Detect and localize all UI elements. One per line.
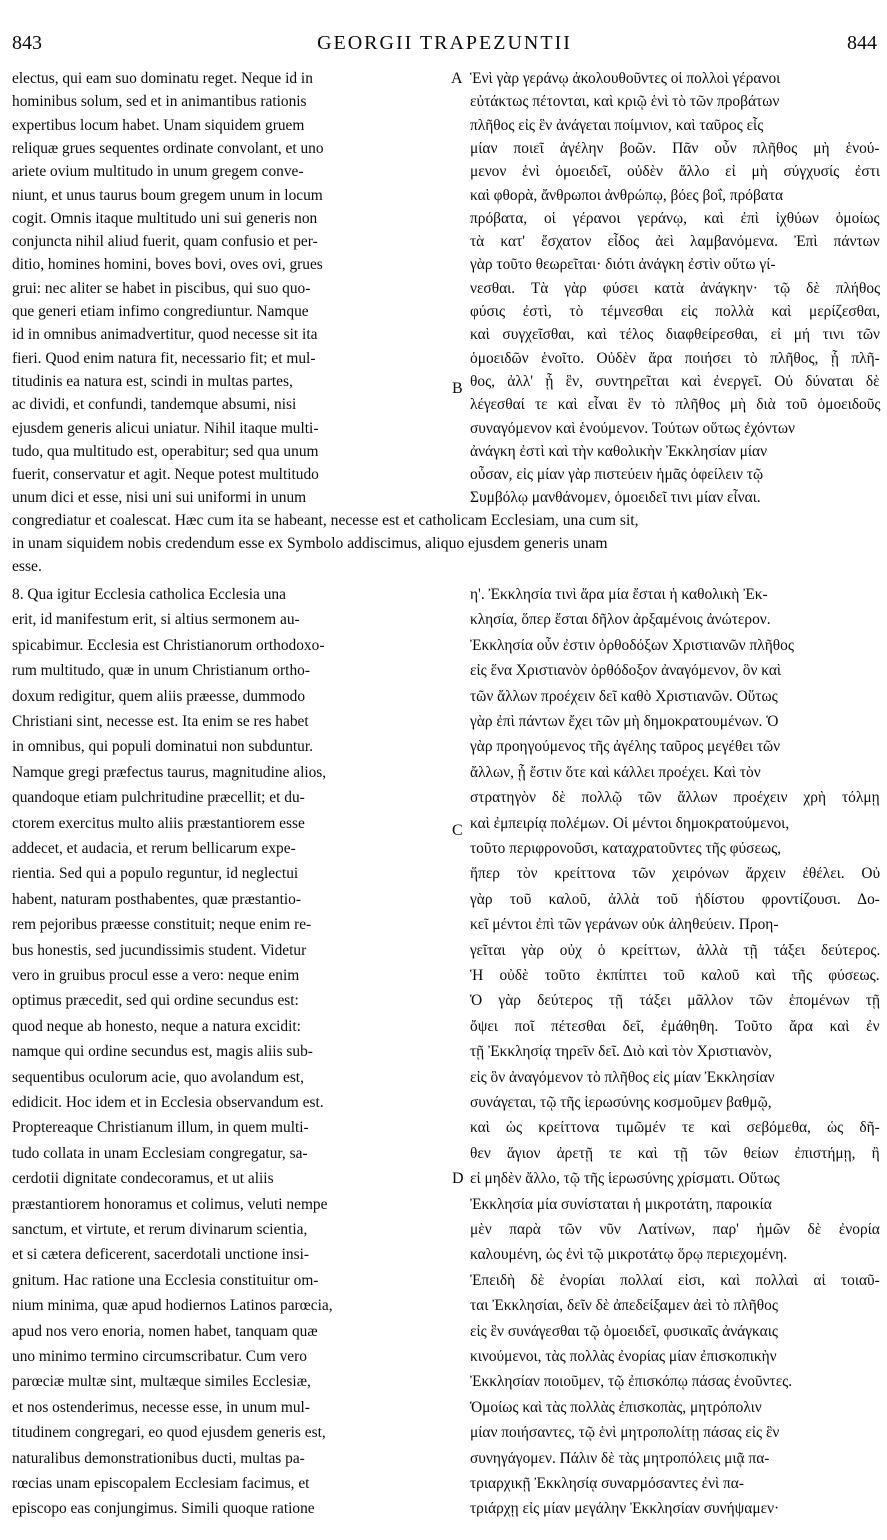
text-line: Ἡ οὐδὲ τοῦτο ἐκπίπτει τοῦ καλοῦ καὶ τῆς φύσεως. bbox=[470, 967, 880, 984]
text-line: ariete ovium multitudo in unum gregem conve- bbox=[12, 163, 304, 181]
text-line: ἀνάγκη ἐστὶ καὶ τὴν καθολικὴν Ἐκκλησίαν μίαν bbox=[470, 442, 768, 460]
text-line: gnitum. Hac ratione una Ecclesia constituitur om- bbox=[12, 1271, 319, 1289]
margin-letter-a: A bbox=[451, 70, 463, 87]
text-line: νεσθαι. Τὰ γὰρ φύσει κατὰ ἀνάγκην· τῷ δὲ πλήθος bbox=[470, 279, 881, 297]
text-line: καὶ ὡς κρείττονα τιμῶμέν τε καὶ σεβόμεθα, ὡς δῆ- bbox=[470, 1119, 880, 1137]
text-line: στρατηγὸν δὲ πολλῷ τῶν ἄλλων προέχειν χρὴ τόλμῃ bbox=[470, 789, 880, 807]
text-line: et si cætera deficerent, sacerdotali unctione insi- bbox=[12, 1246, 309, 1264]
running-title: GEORGII TRAPEZUNTII bbox=[317, 32, 572, 54]
text-line: fieri. Quod enim natura fit, necessario fit; et mul- bbox=[12, 349, 316, 367]
text-line: εἰς ἕνα Χριστιανὸν ὀρθόδοξον ἀναγόμενον, ὃν καὶ bbox=[470, 662, 782, 680]
text-line: μενον ἑνὶ ὁμοειδεῖ, οὐδὲν ἄλλο εἰ μὴ σύγχυσίς ἐστι bbox=[470, 163, 881, 181]
text-line: naturalibus demonstrationibus ducti, multas pa- bbox=[12, 1449, 305, 1467]
text-line: Christiani sint, necesse est. Ita enim se res habet bbox=[12, 713, 309, 730]
text-line: τὰ κατ' ἔσχατον εἶδος ἀεὶ λαμβανόμενα. Ἐπὶ πάντων bbox=[470, 233, 880, 251]
text-line: κεῖ μέντοι ἐπὶ τῶν γεράνων οὐκ ἀληθεύειν. Προη- bbox=[470, 916, 779, 934]
text-line: Ἑνὶ γὰρ γεράνῳ ἀκολουθοῦντες οἱ πολλοὶ γέρανοι bbox=[470, 70, 781, 87]
text-line: συνηγάγομεν. Πάλιν δὲ τὰς μητροπόλεις μιᾷ πα- bbox=[470, 1449, 770, 1467]
text-line: addecet, et audacia, et rerum bellicarum expe- bbox=[12, 840, 296, 857]
text-line: grui: nec aliter se habet in piscibus, qui suo quo- bbox=[12, 279, 311, 297]
text-line: spicabimur. Ecclesia est Christianorum orthodoxo- bbox=[12, 636, 325, 654]
text-line: episcopo eas conjungimus. Simili quoque ratione bbox=[12, 1500, 315, 1518]
text-line: τριάρχῃ εἰς μίαν μεγάλην Ἐκκλησίαν συνήψαμεν· bbox=[470, 1500, 780, 1518]
margin-letter-d: D bbox=[452, 1170, 464, 1187]
text-line: γὰρ τοῦτο θεωρεῖται· διότι ἀνάγκη ἐστὶν οὕτω γί- bbox=[470, 256, 776, 274]
text-line: γὰρ ἐπὶ πάντων ἔχει τῶν μὴ δημοκρατουμένων. Ὁ bbox=[470, 713, 779, 730]
text-line: expertibus locum habet. Unam siquidem gruem bbox=[12, 116, 305, 134]
text-line: τῶν ἄλλων προέχειν δεῖ καθὸ Χριστιανῶν. Οὕτως bbox=[470, 687, 778, 705]
margin-letter-b: B bbox=[452, 380, 463, 397]
text-line: καὶ συγχεῖσθαι, καὶ τέλος διαφθείρεσθαι, εἰ μή τινι τῶν bbox=[470, 326, 880, 344]
text-line: συνάγεται, τῷ τῆς ἱερωσύνης κοσμοῦμεν βαθμῷ, bbox=[470, 1094, 772, 1111]
text-line: vero in gruibus procul esse a vero: neque enim bbox=[12, 967, 300, 984]
text-line: καλουμένη, ὡς ἑνὶ τῷ μικροτάτῳ ὅρῳ περιεχομένη. bbox=[470, 1246, 788, 1264]
text-line: Ὁμοίως καὶ τὰς πολλὰς ἐπισκοπὰς, μητρόπολιν bbox=[470, 1398, 762, 1416]
text-line: τριαρχικῇ Ἐκκλησίᾳ συναρμόσαντες ἐνὶ πα- bbox=[470, 1475, 744, 1492]
text-line: η'. Ἐκκλησία τινὶ ἄρα μία ἔσται ἡ καθολικὴ Ἐκ- bbox=[470, 586, 768, 603]
page-number-right: 844 bbox=[847, 32, 877, 54]
text-line: quod neque ab honesto, neque a natura excidit: bbox=[12, 1017, 301, 1035]
text-line: tudo collata in unam Ecclesiam congregatur, sa- bbox=[12, 1144, 308, 1162]
text-line: habent, naturam posthabentes, quæ præstantio- bbox=[12, 890, 301, 908]
text-line: rum multitudo, quæ in unum Christianum ortho- bbox=[12, 662, 310, 680]
text-line: rem pejoribus præesse constituit; neque enim re- bbox=[12, 916, 312, 934]
text-line: unum dici et esse, nisi uni sui uniformi in unum bbox=[12, 489, 307, 507]
text-line: καὶ ἐμπειρίᾳ πολέμων. Οἱ μέντοι δημοκρατούμενοι, bbox=[470, 814, 790, 832]
text-line: nium minima, quæ apud hodiernos Latinos parœcia, bbox=[12, 1297, 333, 1315]
text-line: Namque gregi præfectus taurus, magnitudine alios, bbox=[12, 763, 327, 781]
text-line: esse. bbox=[12, 558, 42, 575]
text-line: Ἐπειδὴ δὲ ἐνορίαι πολλαί εἰσι, καὶ πολλαὶ αἱ τοιαῦ- bbox=[470, 1271, 880, 1289]
text-line: τῇ Ἐκκλησίᾳ τηρεῖν δεῖ. Διὸ καὶ τὸν Χριστιανὸν, bbox=[470, 1043, 772, 1061]
greek-column-top bbox=[470, 70, 880, 520]
full-width-paragraph bbox=[12, 512, 878, 582]
text-line: καὶ φθορὰ, ἄνθρωποι ἀνθρώπῳ, βόες βοΐ, πρόβατα bbox=[470, 186, 784, 204]
text-line: ὁμοειδῶν ἑνοῖτο. Οὐδὲν ἄρα ποιήσει τὸ πλῆθος, ᾗ πλῆ- bbox=[470, 349, 880, 367]
text-line: erit, id manifestum erit, si altius sermonem au- bbox=[12, 611, 300, 629]
text-line: niunt, et unus taurus boum gregem unum in locum bbox=[12, 186, 323, 204]
text-line: εἰ μηδὲν ἄλλο, τῷ τῆς ἱερωσύνης χρίσματι. Οὕτως bbox=[470, 1170, 780, 1188]
text-line: apud nos vero enoria, nomen habet, tanquam quæ bbox=[12, 1322, 318, 1340]
text-line: ctorem exercitus multo aliis præstantiorem esse bbox=[12, 814, 305, 832]
text-line: ται Ἐκκλησίαι, δεῖν δὲ ἀπεδείξαμεν ἀεὶ τὸ πλῆθος bbox=[470, 1297, 778, 1315]
text-line: συναγόμενον καὶ ἑνούμενον. Τούτων οὕτως ἐχόντων bbox=[470, 419, 795, 437]
text-line: ἥπερ τὸν κρείττονα τῶν χειρόνων ἄρχειν ἐθέλει. Οὐ bbox=[470, 865, 881, 883]
text-line: hominibus solum, sed et in animantibus rationis bbox=[12, 93, 307, 111]
text-line: εἰς ἓν συνάγεσθαι τῷ ὁμοειδεῖ, φυσικαῖς ἀνάγκαις bbox=[470, 1322, 778, 1340]
text-line: optimus præcedit, sed qui ordine secundus est: bbox=[12, 992, 299, 1010]
text-line: sanctum, et virtute, et rerum divinarum scientia, bbox=[12, 1221, 308, 1238]
text-line: ὄψει ποῖ πέτεσθαι δεῖ, ἐμάθηθη. Τοῦτο ἄρα καὶ ἐν bbox=[470, 1017, 880, 1035]
text-line: Ἐκκλησίαν ποιοῦμεν, τῷ ἐπισκόπῳ πάσας ἑνοῦντες. bbox=[470, 1373, 793, 1391]
text-line: quandoque etiam pulchritudine præcellit; et du- bbox=[12, 789, 305, 807]
text-line: in unam siquidem nobis credendum esse ex Symbolo addiscimus, aliquo ejusdem generis unam bbox=[12, 535, 608, 552]
text-line: κλησία, ὅπερ ἔσται δῆλον ἀρξαμένοις ἀνώτερον. bbox=[470, 611, 771, 629]
text-line: λέγεσθαί τε καὶ εἶναι ἓν τὸ πλῆθος μὴ διὰ τοῦ ὁμοειδοῦς bbox=[470, 396, 881, 414]
text-line: θεν ἅγιον ἀρετῇ τε καὶ τῇ τῶν θείων ἐπιστήμῃ, ἢ bbox=[470, 1144, 880, 1162]
text-line: Proptereaque Christianum illum, in quem multi- bbox=[12, 1119, 309, 1137]
text-line: θος, ἀλλ' ᾗ ἓν, συντηρεῖται καὶ ἐνεργεῖ. Οὐ δύναται δὲ bbox=[470, 372, 880, 390]
text-line: præstantiorem honoramus et colimus, veluti nempe bbox=[12, 1195, 328, 1213]
text-line: cogit. Omnis itaque multitudo uni sui generis non bbox=[12, 209, 318, 227]
text-line: congrediatur et coalescat. Hæc cum ita se habeant, necesse est et catholicam Ecclesiam, una cum sit, bbox=[12, 512, 639, 529]
text-line: εὐτάκτως πέτονται, καὶ κριῷ ἑνὶ τὸ τῶν προβάτων bbox=[470, 93, 780, 111]
text-line: ac dividi, et confundi, tandemque absumi, nisi bbox=[12, 396, 297, 414]
text-line: conjuncta nihil aliud fuerit, quam confusio et per- bbox=[12, 233, 318, 251]
text-line: μίαν ποιεῖ ἀγέλην βοῶν. Πᾶν οὖν πλῆθος μὴ ἑνού- bbox=[470, 139, 880, 157]
text-line: οὖσαν, εἰς μίαν γὰρ πιστεύειν ἡμᾶς ὀφείλειν τῷ bbox=[470, 466, 764, 484]
text-line: ejusdem generis alicui uniatur. Nihil itaque multi- bbox=[12, 419, 319, 437]
text-line: μὲν παρὰ τῶν νῦν Λατίνων, παρ' ἡμῶν δὲ ἐνορία bbox=[470, 1221, 880, 1238]
text-line: φύσις ἐστὶ, τὸ τέμνεσθαι εἰς πολλὰ καὶ μερίζεσθαι, bbox=[470, 303, 881, 320]
text-line: εἰς ὃν ἀναγόμενον τὸ πλῆθος εἰς μίαν Ἐκκλησίαν bbox=[470, 1068, 775, 1086]
text-line: Ὁ γὰρ δεύτερος τῇ τάξει μᾶλλον τῶν ἑπομένων τῇ bbox=[470, 992, 881, 1010]
text-line: τοῦτο περιφρονοῦσι, καταχρατοῦντες τῆς φύσεως, bbox=[470, 840, 782, 857]
text-line: Ἐκκλησία οὖν ἐστιν ὀρθοδόξων Χριστιανῶν πλῆθος bbox=[470, 636, 794, 654]
latin-column-bottom bbox=[12, 586, 450, 1536]
text-line: electus, qui eam suo dominatu reget. Neque id in bbox=[12, 70, 313, 87]
page-number-left: 843 bbox=[12, 32, 42, 54]
text-line: et nos ostenderimus, necesse esse, in unum mul- bbox=[12, 1398, 310, 1416]
text-line: Ἐκκλησία μία συνίσταται ἡ μικροτάτη, παροικία bbox=[470, 1195, 772, 1213]
text-line: κινούμενοι, τὰς πολλὰς ἐνορίας μίαν ἐπισκοπικὴν bbox=[470, 1348, 777, 1365]
text-line: tudo, qua multitudo est, operabitur; sed qua unum bbox=[12, 442, 319, 460]
text-line: titudinis ea natura est, scindi in multas partes, bbox=[12, 372, 293, 390]
text-line: namque qui ordine secundus est, magis aliis sub- bbox=[12, 1043, 313, 1061]
latin-column-top bbox=[12, 70, 450, 520]
text-line: bus honestis, sed jucundissimis student. Videtur bbox=[12, 941, 307, 959]
greek-column-bottom bbox=[470, 586, 880, 1536]
running-header bbox=[12, 32, 877, 58]
text-line: πλῆθος εἰς ἓν ἀνάγεται ποίμνιον, καὶ ταῦρος εἷς bbox=[470, 116, 764, 134]
text-line: rœcias unam episcopalem Ecclesiam facimus, et bbox=[12, 1475, 310, 1492]
text-line: reliquæ grues sequentes ordinate convolant, et uno bbox=[12, 139, 324, 157]
text-line: edidicit. Hoc idem et in Ecclesia observandum est. bbox=[12, 1094, 324, 1111]
text-line: πρόβατα, οἱ γέρανοι γεράνῳ, καὶ ἐπὶ ἰχθύων ὁμοίως bbox=[470, 209, 880, 227]
text-line: titudinem congregari, eo quod ejusdem generis est, bbox=[12, 1424, 326, 1442]
text-line: rientia. Sed qui a populo reguntur, id neglectui bbox=[12, 865, 299, 883]
text-line: γὰρ προηγούμενος τῆς ἀγέλης ταῦρος μεγέθει τῶν bbox=[470, 738, 781, 756]
text-line: γὰρ τοῦ καλοῦ, ἀλλὰ τοῦ ἡδίστου φροντίζουσι. Δο- bbox=[470, 890, 880, 908]
text-line: fuerit, conservatur et agit. Neque potest multitudo bbox=[12, 466, 319, 484]
margin-letter-c: C bbox=[452, 822, 463, 839]
text-line: cerdotii dignitate condecoramus, et ut aliis bbox=[12, 1170, 274, 1188]
text-line: μίαν ποιήσαντες, τῷ ἑνὶ μητροπολίτῃ πάσας εἰς ἓν bbox=[470, 1424, 780, 1442]
text-line: 8. Qua igitur Ecclesia catholica Ecclesia una bbox=[12, 586, 286, 603]
text-line: id in omnibus animadvertitur, quod necesse sit ita bbox=[12, 326, 318, 344]
text-line: in omnibus, qui populi dominatui non subduntur. bbox=[12, 738, 313, 756]
text-line: que generi etiam infimo congrediuntur. Namque bbox=[12, 303, 309, 320]
text-line: parœciæ multæ sint, multæque similes Ecclesiæ, bbox=[12, 1373, 311, 1391]
text-line: uno minimo termino circumscribatur. Cum vero bbox=[12, 1348, 307, 1365]
text-line: doxum redigitur, quem aliis præesse, dummodo bbox=[12, 687, 306, 705]
text-line: ditio, homines homini, boves bovi, oves ovi, grues bbox=[12, 256, 323, 274]
text-line: sequentibus oculorum acie, quo avolandum est, bbox=[12, 1068, 304, 1086]
text-line: γεῖται γὰρ οὐχ ὁ κρείττων, ἀλλὰ τῇ τάξει δεύτερος. bbox=[470, 941, 881, 959]
text-line: ἄλλων, ᾗ ἔστιν ὅτε καὶ κάλλει προέχει. Καὶ τὸν bbox=[470, 763, 761, 781]
text-line: Συμβόλῳ μανθάνομεν, ὁμοειδεῖ τινι μίαν εἶναι. bbox=[470, 489, 761, 507]
